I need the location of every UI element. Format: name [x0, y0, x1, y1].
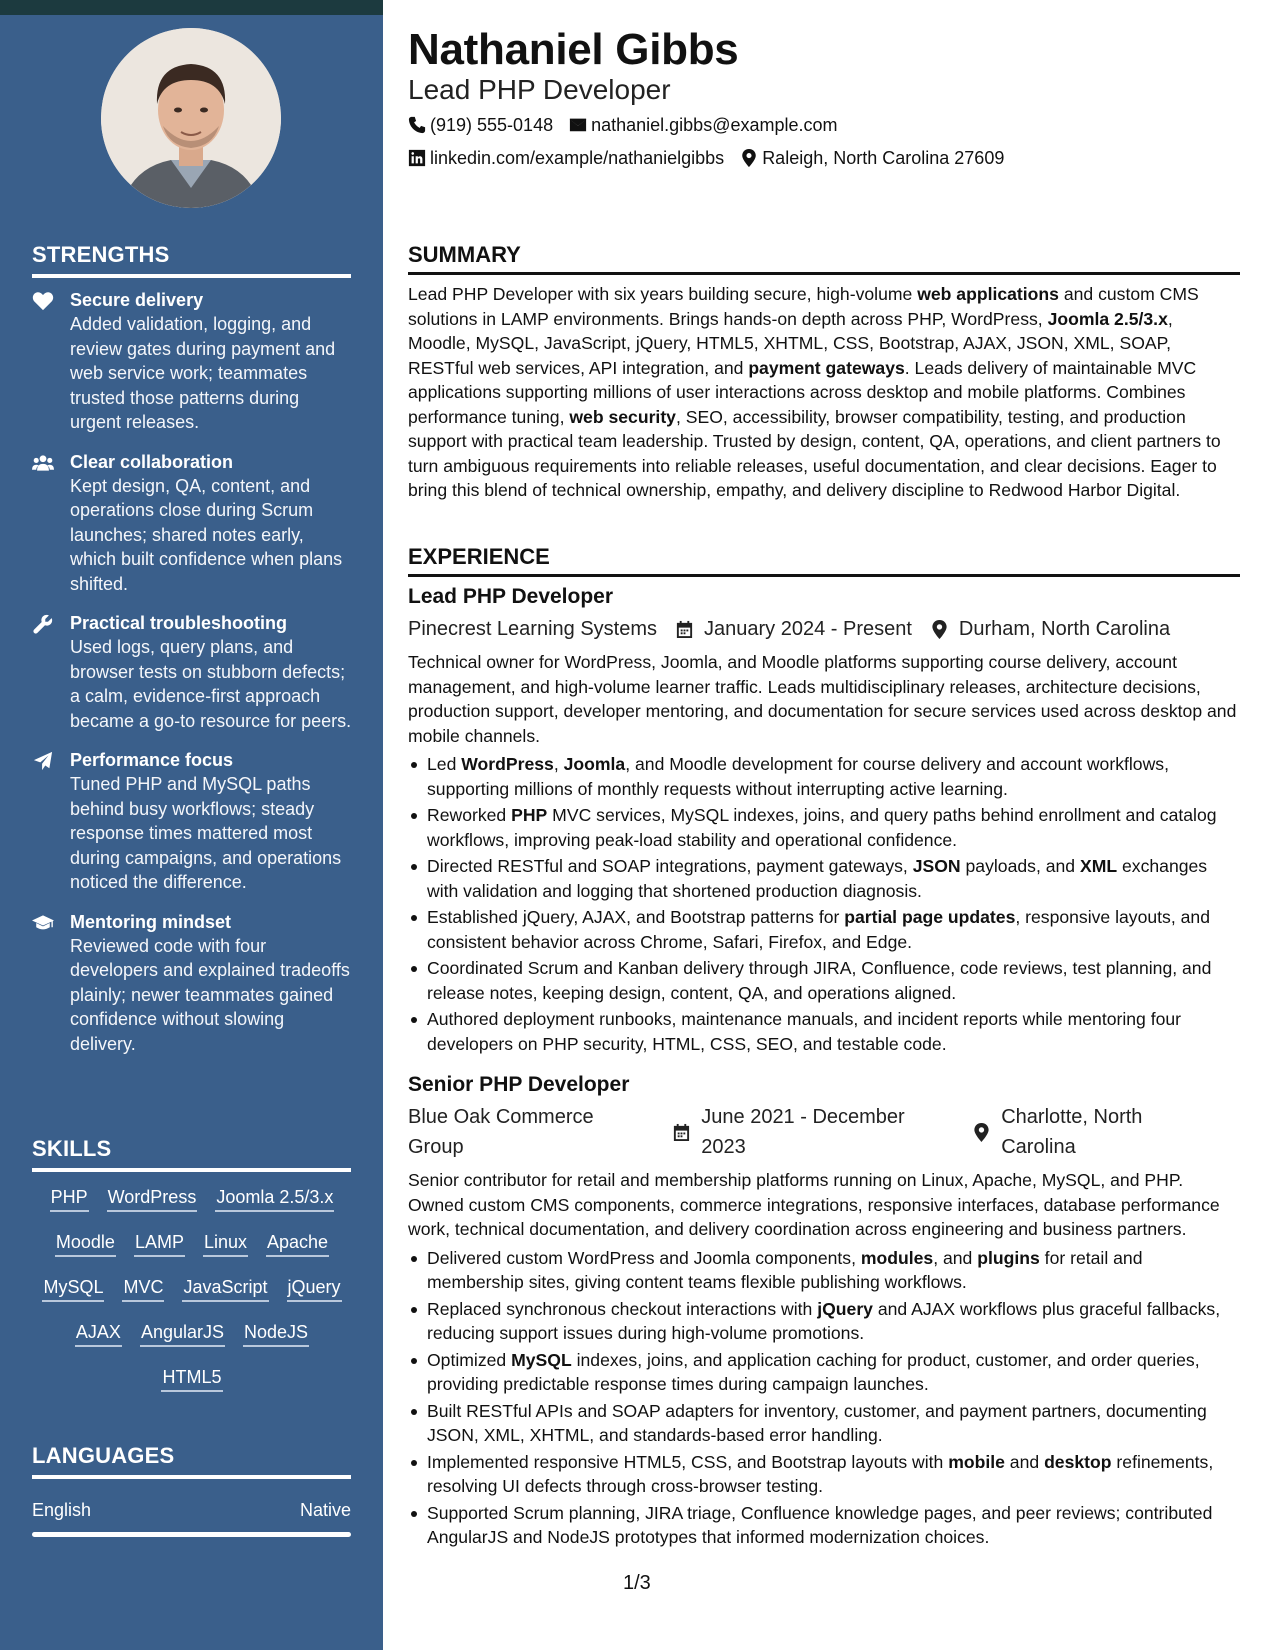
summary-heading: SUMMARY [408, 242, 1240, 275]
languages-heading: LANGUAGES [32, 1443, 351, 1479]
heart-icon [32, 288, 70, 435]
users-icon [32, 450, 70, 597]
strength-item [32, 450, 352, 597]
role-bullets [408, 1246, 1240, 1550]
bullet-item: Optimized MySQL indexes, joins, and application caching for product, customer, and order queries, providing predictable response times during campaign launches. [408, 1348, 1240, 1397]
skill-tag: Joomla 2.5/3.x [215, 1184, 334, 1212]
role-location: Charlotte, North Carolina [1001, 1106, 1143, 1158]
location-text: Raleigh, North Carolina 27609 [762, 148, 1005, 168]
company-name: Pinecrest Learning Systems [408, 618, 658, 640]
experience-heading: EXPERIENCE [408, 544, 1240, 577]
email-link[interactable]: nathaniel.gibbs@example.com [591, 115, 838, 135]
language-row [32, 1500, 351, 1521]
strength-item [32, 611, 352, 733]
role-description: Technical owner for WordPress, Joomla, and Moodle platforms supporting course delivery, account management, and high-volume learner traffic. Leads multidisciplinary releases, architecture decisions, production support, developer mentoring, and documentation for secure services used across desktop and mobile channels. [408, 652, 1237, 746]
sidebar [0, 0, 383, 1650]
strength-item [32, 748, 352, 895]
skill-tag: AJAX [75, 1319, 122, 1347]
calendar-icon [675, 620, 694, 639]
skill-tag: HTML5 [161, 1364, 222, 1392]
candidate-name: Nathaniel Gibbs [408, 25, 739, 74]
location-pin-icon [930, 620, 949, 639]
strength-title: Mentoring mindset [70, 911, 231, 932]
skill-tag: AngularJS [140, 1319, 225, 1347]
role-meta [408, 1102, 1240, 1162]
phone-number[interactable]: (919) 555-0148 [430, 115, 554, 135]
strengths-list [32, 288, 352, 1071]
strength-title: Secure delivery [70, 290, 204, 310]
role-location: Durham, North Carolina [958, 618, 1171, 640]
wrench-icon [32, 611, 70, 733]
bullet-item: Directed RESTful and SOAP integrations, payment gateways, JSON payloads, and XML exchanges with validation and logging that shortened production diagnosis. [408, 854, 1240, 903]
summary-text: Lead PHP Developer with six years building secure, high-volume web applications and custom CMS solutions in LAMP environments. Brings hands-on depth across PHP, WordPress, Joomla 2.5/3.x, Moodle, MySQL, JavaScript, jQuery, HTML5, XHTML, CSS, Bootstrap, AJAX, JSON, XML, SOAP, RESTful web services, API integration, and payment gateways. Leads delivery of maintainable MVC applications supporting millions of user interactions across desktop and mobile platforms. Combines performance tuning, web security, SEO, accessibility, browser compatibility, testing, and production support with practical team leadership. Trusted by design, content, QA, operations, and client partners to turn ambiguous requirements into reliable releases, useful documentation, and clear decisions. Eager to bring this blend of technical ownership, empathy, and delivery discipline to Redwood Harbor Digital. [408, 284, 1221, 500]
bullet-item: Led WordPress, Joomla, and Moodle development for course delivery and account workflows, supporting millions of monthly requests without interrupting active learning. [408, 752, 1240, 801]
strength-item [32, 910, 352, 1057]
skill-tag: jQuery [287, 1274, 342, 1302]
skill-tag: LAMP [134, 1229, 185, 1257]
language-name: English [32, 1500, 92, 1520]
bullet-item: Built RESTful APIs and SOAP adapters for inventory, customer, and payment partners, documenting JSON, XML, XHTML, and standards-based error handling. [408, 1399, 1240, 1448]
role-dates: January 2024 - Present [704, 618, 912, 640]
bullet-item: Established jQuery, AJAX, and Bootstrap patterns for partial page updates, responsive layouts, and consistent behavior across Chrome, Safari, Firefox, and Edge. [408, 905, 1240, 954]
role-title: Senior PHP Developer [408, 1073, 630, 1096]
strength-title: Performance focus [70, 750, 234, 770]
role-title: Lead PHP Developer [408, 585, 614, 608]
bullet-item: Coordinated Scrum and Kanban delivery through JIRA, Confluence, code reviews, test planning, and release notes, keeping design, content, QA, and operations aligned. [408, 956, 1240, 1005]
skill-tag: Moodle [55, 1229, 116, 1257]
skill-tag: MVC [122, 1274, 164, 1302]
bullet-item: Implemented responsive HTML5, CSS, and Bootstrap layouts with mobile and desktop refinements, resolving UI defects through cross-browser testing. [408, 1450, 1240, 1499]
experience-entry [408, 582, 1240, 1058]
experience-entry [408, 1070, 1240, 1552]
candidate-title: Lead PHP Developer [408, 74, 671, 105]
page-number: 1/3 [623, 1572, 651, 1594]
skill-tag: Linux [203, 1229, 248, 1257]
bullet-item: Authored deployment runbooks, maintenance manuals, and incident reports while mentoring four developers on PHP security, HTML, CSS, SEO, and testable code. [408, 1007, 1240, 1056]
company-name: Blue Oak Commerce Group [408, 1106, 594, 1158]
strength-desc: Tuned PHP and MySQL paths behind busy workflows; steady response times mattered most during campaigns, and operations noticed the difference. [70, 774, 342, 892]
role-dates: June 2021 - December 2023 [701, 1106, 905, 1158]
strength-item [32, 288, 352, 435]
linkedin-icon [408, 149, 426, 167]
envelope-icon [569, 116, 587, 134]
strength-title: Practical troubleshooting [70, 613, 288, 633]
role-description: Senior contributor for retail and membership platforms running on Linux, Apache, MySQL, and PHP. Owned custom CMS components, commerce integrations, responsive interfaces, database performance work, technical documentation, and delivery coordination across engineering and business partners. [408, 1170, 1220, 1239]
strengths-heading: STRENGTHS [32, 242, 351, 278]
skills-list [32, 1184, 352, 1409]
role-meta [408, 614, 1240, 644]
bullet-item: Replaced synchronous checkout interactions with jQuery and AJAX workflows plus graceful fallbacks, reducing support issues during high-volume promotions. [408, 1297, 1240, 1346]
calendar-icon [672, 1123, 691, 1142]
paper-plane-icon [32, 748, 70, 895]
skills-heading: SKILLS [32, 1136, 351, 1172]
strength-desc: Used logs, query plans, and browser tests on stubborn defects; a calm, evidence-first approach became a go-to resource for peers. [70, 637, 352, 731]
bullet-item: Reworked PHP MVC services, MySQL indexes, joins, and query paths behind enrollment and catalog workflows, improving peak-load stability and operational confidence. [408, 803, 1240, 852]
location-pin-icon [740, 149, 758, 167]
phone-icon [408, 116, 426, 134]
contact-row [408, 146, 1020, 170]
bullet-item: Delivered custom WordPress and Joomla components, modules, and plugins for retail and membership sites, giving content teams flexible publishing workflows. [408, 1246, 1240, 1295]
skill-tag: MySQL [42, 1274, 104, 1302]
location-pin-icon [972, 1123, 991, 1142]
language-level: Native [299, 1500, 351, 1520]
linkedin-link[interactable]: linkedin.com/example/nathanielgibbs [430, 148, 725, 168]
skill-tag: JavaScript [182, 1274, 268, 1302]
profile-photo [101, 28, 281, 208]
skill-tag: NodeJS [243, 1319, 309, 1347]
skill-tag: PHP [50, 1184, 89, 1212]
skill-tag: WordPress [107, 1184, 198, 1212]
graduation-cap-icon [32, 910, 70, 1057]
skill-tag: Apache [266, 1229, 329, 1257]
language-level-bar [32, 1532, 351, 1537]
bullet-item: Supported Scrum planning, JIRA triage, Confluence knowledge pages, and peer reviews; contributed AngularJS and NodeJS prototypes that informed modernization choices. [408, 1501, 1240, 1550]
sidebar-accent-bar [0, 0, 383, 15]
strength-desc: Reviewed code with four developers and explained tradeoffs plainly; newer teammates gained confidence without slowing delivery. [70, 935, 350, 1054]
strength-desc: Added validation, logging, and review gates during payment and web service work; teammates trusted those patterns during urgent releases. [70, 314, 336, 432]
strength-title: Clear collaboration [70, 451, 234, 472]
contact-row [408, 113, 854, 137]
role-bullets [408, 752, 1240, 1056]
strength-desc: Kept design, QA, content, and operations close during Scrum launches; shared notes early, which built confidence when plans shifted. [70, 475, 343, 594]
